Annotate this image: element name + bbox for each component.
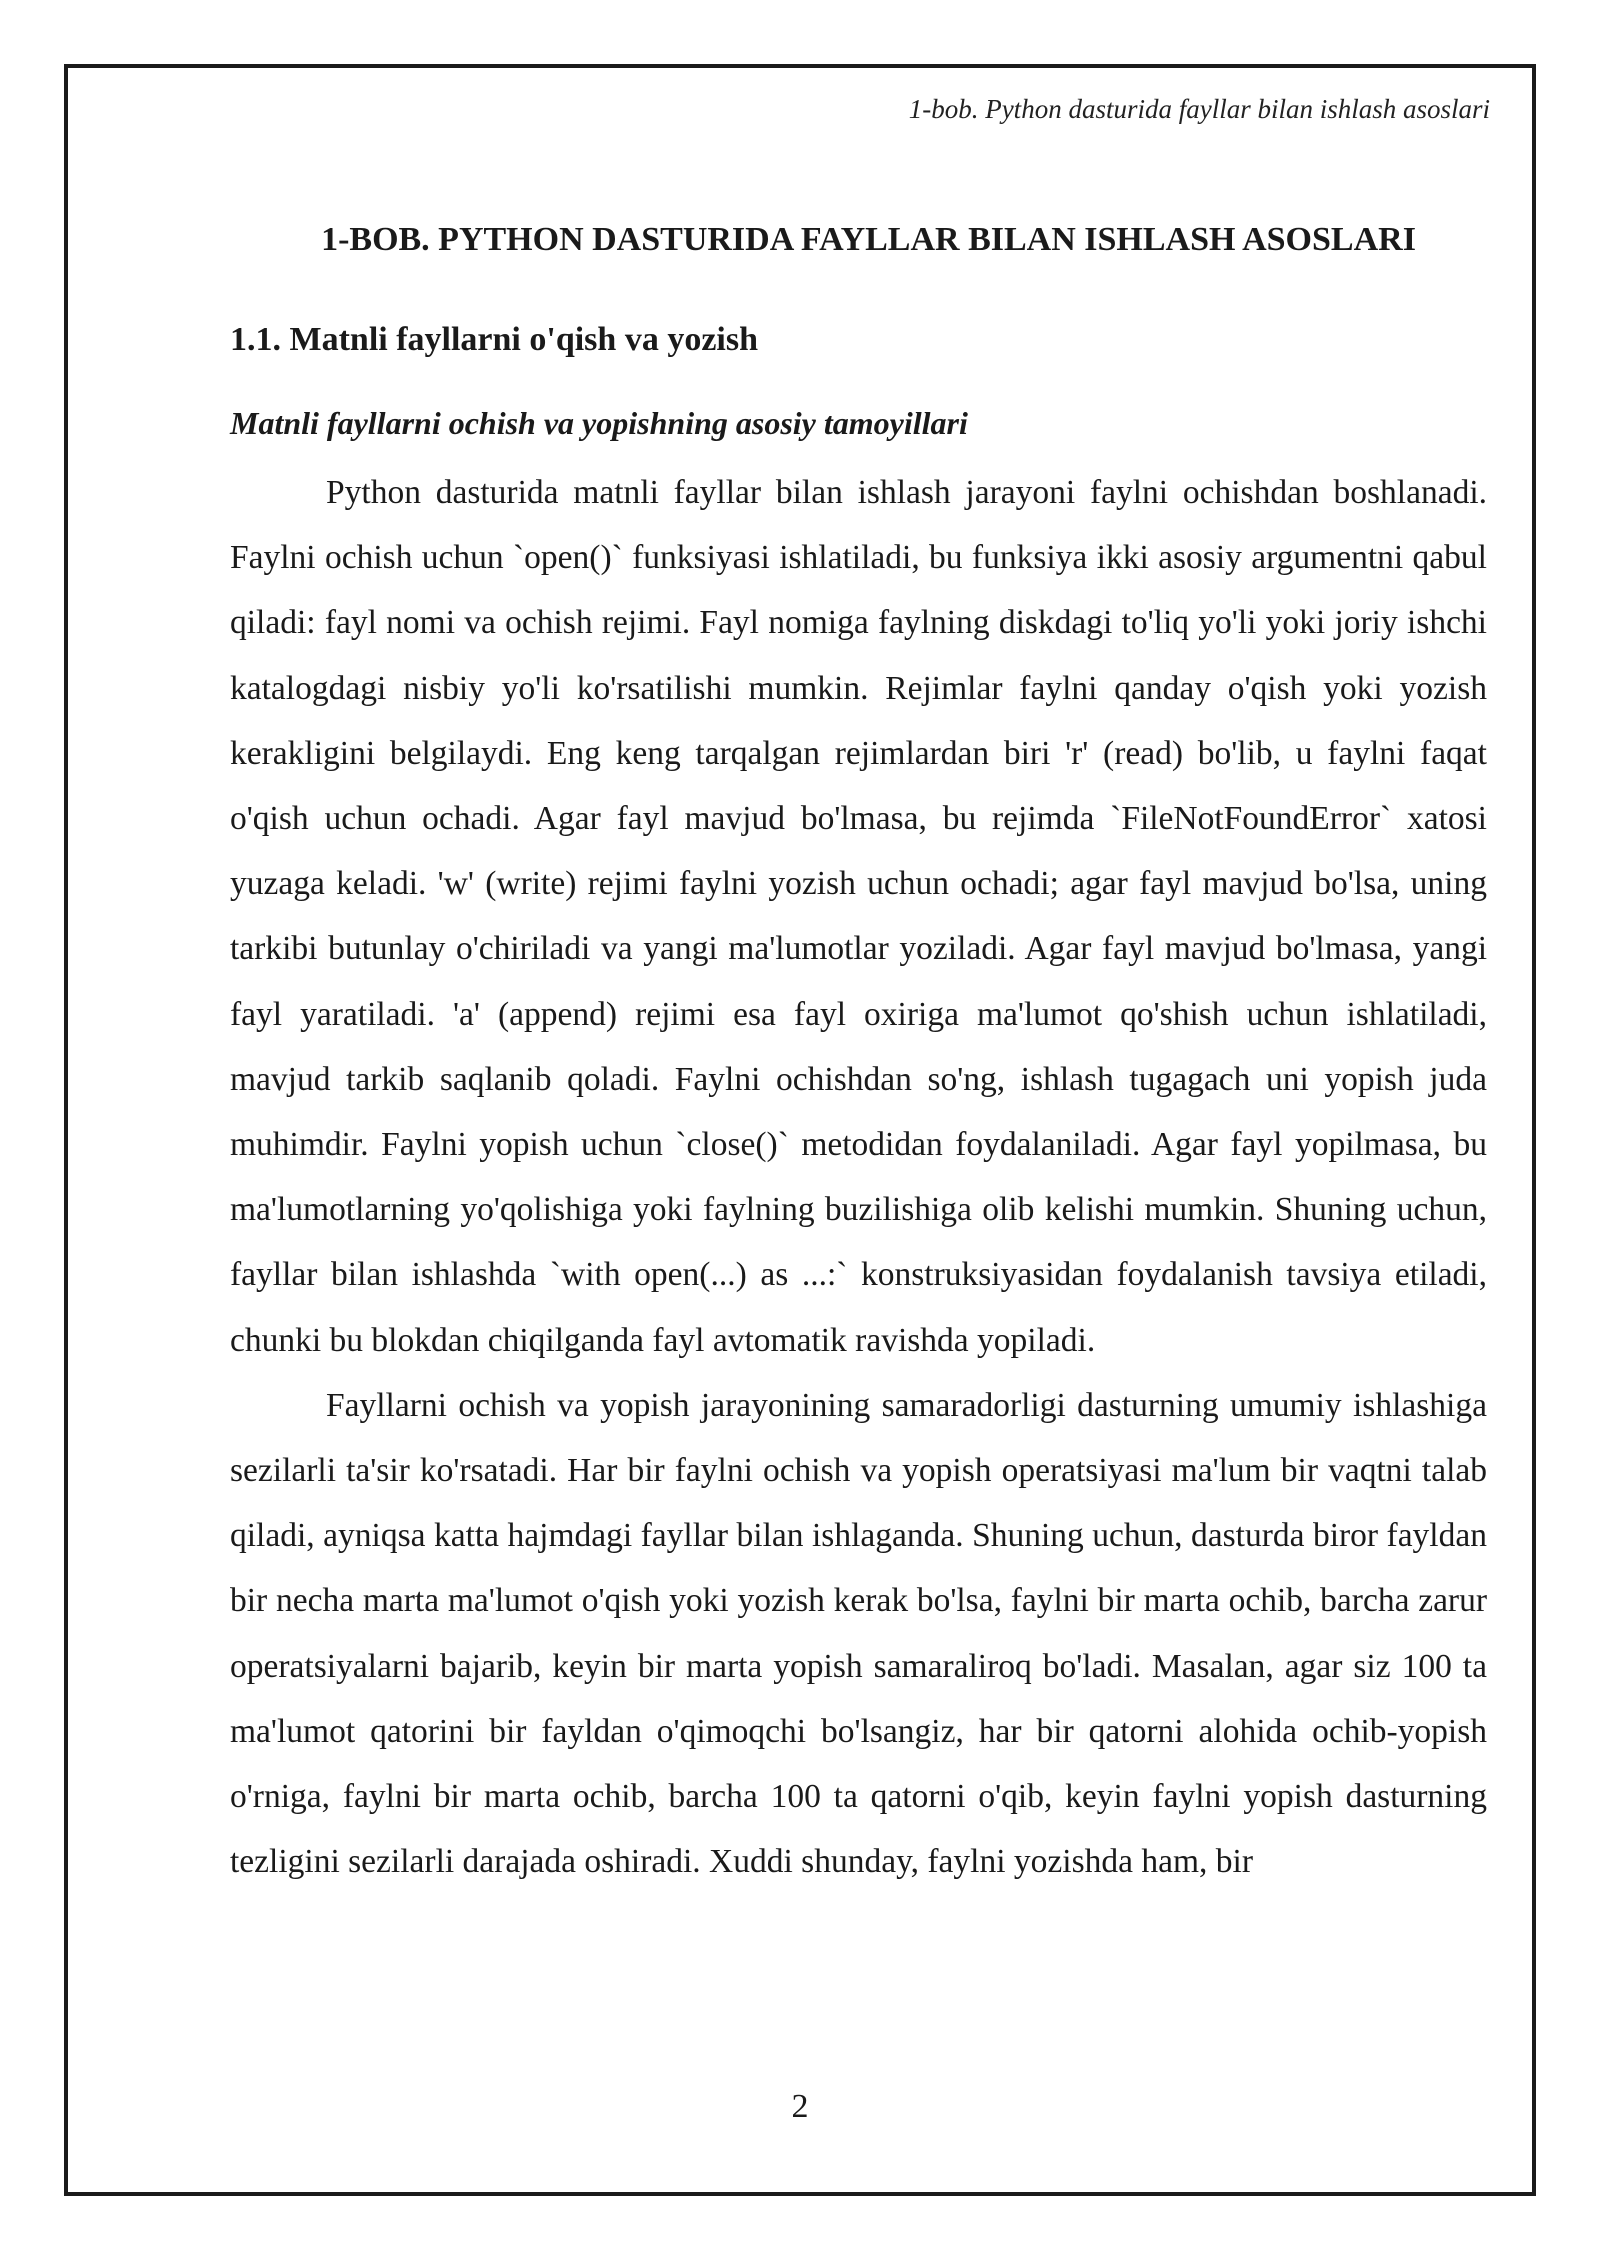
body-paragraph: Python dasturida matnli fayllar bilan ishlash jarayoni faylni ochishdan boshlanadi. Faylni ochish uchun `open()` funksiyasi ishlatiladi, bu funksiya ikki asosiy argumentni qabul qiladi: fayl nomi va ochish rejimi. Fayl nomiga faylning diskdagi to'liq yo'li yoki joriy ishchi katalogdagi nisbiy yo'li ko'rsatilishi mumkin. Rejimlar faylni qanday o'qish yoki yozish kerakligini belgilaydi. Eng keng tarqalgan rejimlardan biri 'r' (read) bo'lib, u faylni faqat o'qish uchun ochadi. Agar fayl mavjud bo'lmasa, bu rejimda `FileNotFoundError` xatosi yuzaga keladi. 'w' (write) rejimi faylni yozish uchun ochadi; agar fayl mavjud bo'lsa, uning tarkibi butunlay o'chiriladi va yangi ma'lumotlar yoziladi. Agar fayl mavjud bo'lmasa, yangi fayl yaratiladi. 'a' (append) rejimi esa fayl oxiriga ma'lumot qo'shish uchun ishlatiladi, mavjud tarkib saqlanib qoladi. Faylni ochishdan so'ng, ishlash tugagach uni yopish juda muhimdir. Faylni yopish uchun `close()` metodidan foydalaniladi. Agar fayl yopilmasa, bu ma'lumotlarning yo'qolishiga yoki faylning buzilishiga olib kelishi mumkin. Shuning uchun, fayllar bilan ishlashda `with open(...) as ...:` konstruksiyasidan foydalanish tavsiya etiladi, chunki bu blokdan chiqilganda fayl avtomatik ravishda yopiladi. <box>230 474 1487 1359</box>
page-number: 2 <box>791 2088 809 2125</box>
chapter-title: 1-BOB. PYTHON DASTURIDA FAYLLAR BILAN ISHLASH ASOSLARI <box>321 221 1416 258</box>
running-header: 1-bob. Python dasturida fayllar bilan ishlash asoslari <box>908 94 1490 124</box>
page-content <box>230 212 1487 1894</box>
subsection-title: Matnli fayllarni ochish va yopishning asosiy tamoyillari <box>230 405 968 441</box>
body-paragraph: Fayllarni ochish va yopish jarayonining samaradorligi dasturning umumiy ishlashiga sezilarli ta'sir ko'rsatadi. Har bir faylni ochish va yopish operatsiyasi ma'lum bir vaqtni talab qiladi, ayniqsa katta hajmdagi fayllar bilan ishlaganda. Shuning uchun, dasturda biror fayldan bir necha marta ma'lumot o'qish yoki yozish kerak bo'lsa, faylni bir marta ochib, barcha zarur operatsiyalarni bajarib, keyin bir marta yopish samaraliroq bo'ladi. Masalan, agar siz 100 ta ma'lumot qatorini bir fayldan o'qimoqchi bo'lsangiz, har bir qatorni alohida ochib-yopish o'rniga, faylni bir marta ochib, barcha 100 ta qatorni o'qib, keyin faylni yopish dasturning tezligini sezilarli darajada oshiradi. Xuddi shunday, faylni yozishda ham, bir <box>230 1386 1487 1881</box>
section-title: 1.1. Matnli fayllarni o'qish va yozish <box>230 321 758 358</box>
